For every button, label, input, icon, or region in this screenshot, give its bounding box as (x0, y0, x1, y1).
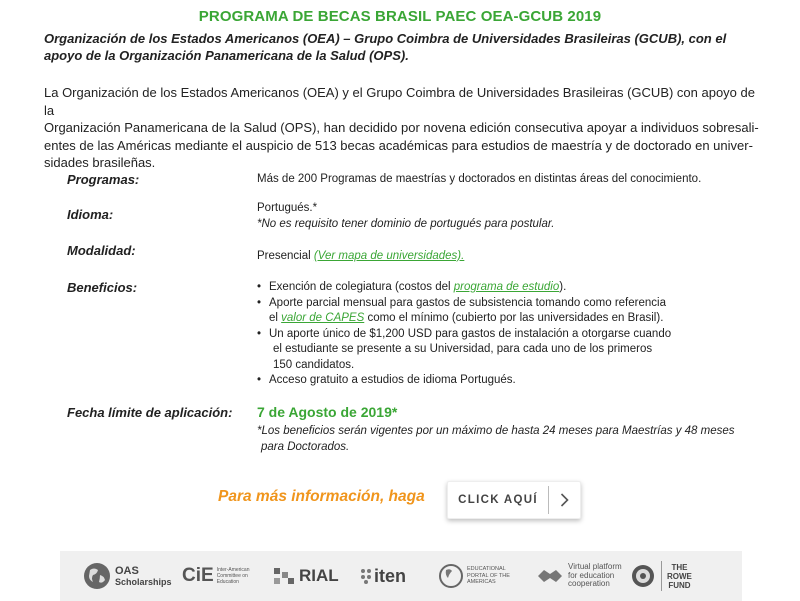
capes-value-link[interactable]: valor de CAPES (281, 312, 365, 324)
benefit-text: 150 candidatos. (273, 358, 355, 371)
intro-paragraph (44, 84, 764, 172)
list-item (257, 280, 671, 296)
benefit-text: como el mínimo (cubierto por las universidades en Brasil). (364, 312, 664, 324)
programas-label: Programas: (67, 172, 140, 187)
rial-text: RIAL (299, 566, 339, 585)
list-item (257, 373, 671, 389)
cie-text: CiE (182, 565, 214, 586)
chevron-right-icon (549, 493, 580, 507)
cie-caption: Inter-American Committee on Education (216, 567, 250, 585)
benefit-text: Exención de colegiatura (costos del (269, 281, 454, 293)
educational-portal-logo (438, 551, 519, 601)
rowe-line: THE (671, 562, 688, 572)
benefit-text: el (269, 312, 282, 324)
iten-text: iten (374, 565, 407, 586)
study-program-link[interactable]: programa de estudio (453, 281, 560, 293)
idioma-text: Portugués.* (257, 202, 318, 214)
rowe-fund-logo (630, 551, 692, 601)
modalidad-text: Presencial (257, 250, 311, 262)
benefit-line (269, 311, 671, 327)
rial-logo (272, 551, 339, 601)
idioma-value (257, 201, 554, 232)
list-item (257, 296, 671, 327)
intro-line: Organización Panamericana de la Salud (OPS), han decidido por novena edición consecutiva apoyar a individuos sobresali- (44, 120, 759, 135)
programas-value: Más de 200 Programas de maestrías y doctorados en distintas áreas del conocimiento. (257, 173, 702, 185)
benefit-text: el estudiante se presente a su Universidad, para cada uno de los primeros (273, 343, 653, 355)
map-link[interactable]: (Ver mapa de universidades). (313, 250, 465, 262)
virtual-platform-logo (536, 551, 628, 601)
portal-caption: EDUCATIONAL PORTAL OF THE AMERICAS (467, 566, 510, 586)
intro-line: entes de las Américas mediante el auspicio de 513 becas académicas para estudios de maestría y de doctorado en univer- (44, 137, 753, 153)
deadline-note (257, 424, 757, 455)
idioma-label: Idioma: (67, 207, 114, 222)
iten-logo (360, 551, 406, 601)
modalidad-label: Modalidad: (67, 243, 136, 258)
cie-logo (182, 551, 263, 601)
benefit-text: • Aporte parcial mensual para gastos de subsistencia tomando como referencia (269, 296, 666, 309)
dots-icon (360, 568, 372, 584)
benefits-list (257, 280, 671, 389)
oas-scholarships-logo (82, 551, 172, 601)
idioma-note: *No es requisito tener dominio de portugués para postular. (257, 217, 555, 230)
oas-scholarships-text: Scholarships (115, 576, 172, 587)
beneficios-value (257, 280, 671, 389)
modalidad-value (257, 249, 464, 265)
virtual-caption: Virtual platform for education cooperation (568, 562, 622, 589)
logo-divider (661, 561, 662, 591)
handshake-icon (536, 564, 564, 588)
globe-icon (438, 563, 464, 589)
globe-icon (82, 561, 112, 591)
page-title: PROGRAMA DE BECAS BRASIL PAEC OEA-GCUB 2019 (198, 8, 602, 25)
rowe-line: FUND (668, 580, 691, 590)
deadline-note-line: para Doctorados. (261, 440, 350, 453)
list-item (257, 327, 671, 374)
emblem-icon (630, 563, 656, 589)
benefit-text: • Un aporte único de $1,200 USD para gastos de instalación a otorgarse cuando (269, 327, 672, 340)
page-subtitle: Organización de los Estados Americanos (OEA) – Grupo Coimbra de Universidades Brasileiras (GCUB), con el apoyo de la Organización Panamericana de la Salud (OPS). (44, 31, 727, 63)
fecha-label: Fecha límite de aplicación: (67, 405, 233, 420)
rowe-line: ROWE (667, 571, 692, 581)
intro-line: La Organización de los Estados Americanos (OEA) y el Grupo Coimbra de Universidades Brasileiras (GCUB) con apoyo de la (44, 85, 755, 118)
partner-logos-strip (60, 551, 742, 601)
click-here-label: CLICK AQUÍ (458, 494, 538, 506)
benefit-text: ). (559, 281, 567, 293)
click-here-button[interactable] (447, 481, 581, 519)
intro-line: sidades brasileñas. (44, 155, 156, 170)
deadline-date: 7 de Agosto de 2019* (257, 404, 398, 420)
beneficios-label: Beneficios: (67, 280, 138, 295)
benefit-text: Acceso gratuito a estudios de idioma Portugués. (269, 374, 516, 386)
more-info-text: Para más información, haga (218, 488, 425, 505)
network-icon (272, 566, 296, 586)
oas-text: OAS (115, 564, 139, 577)
deadline-note-line: *Los beneficios serán vigentes por un máximo de hasta 24 meses para Maestrías y 48 meses (257, 425, 735, 437)
